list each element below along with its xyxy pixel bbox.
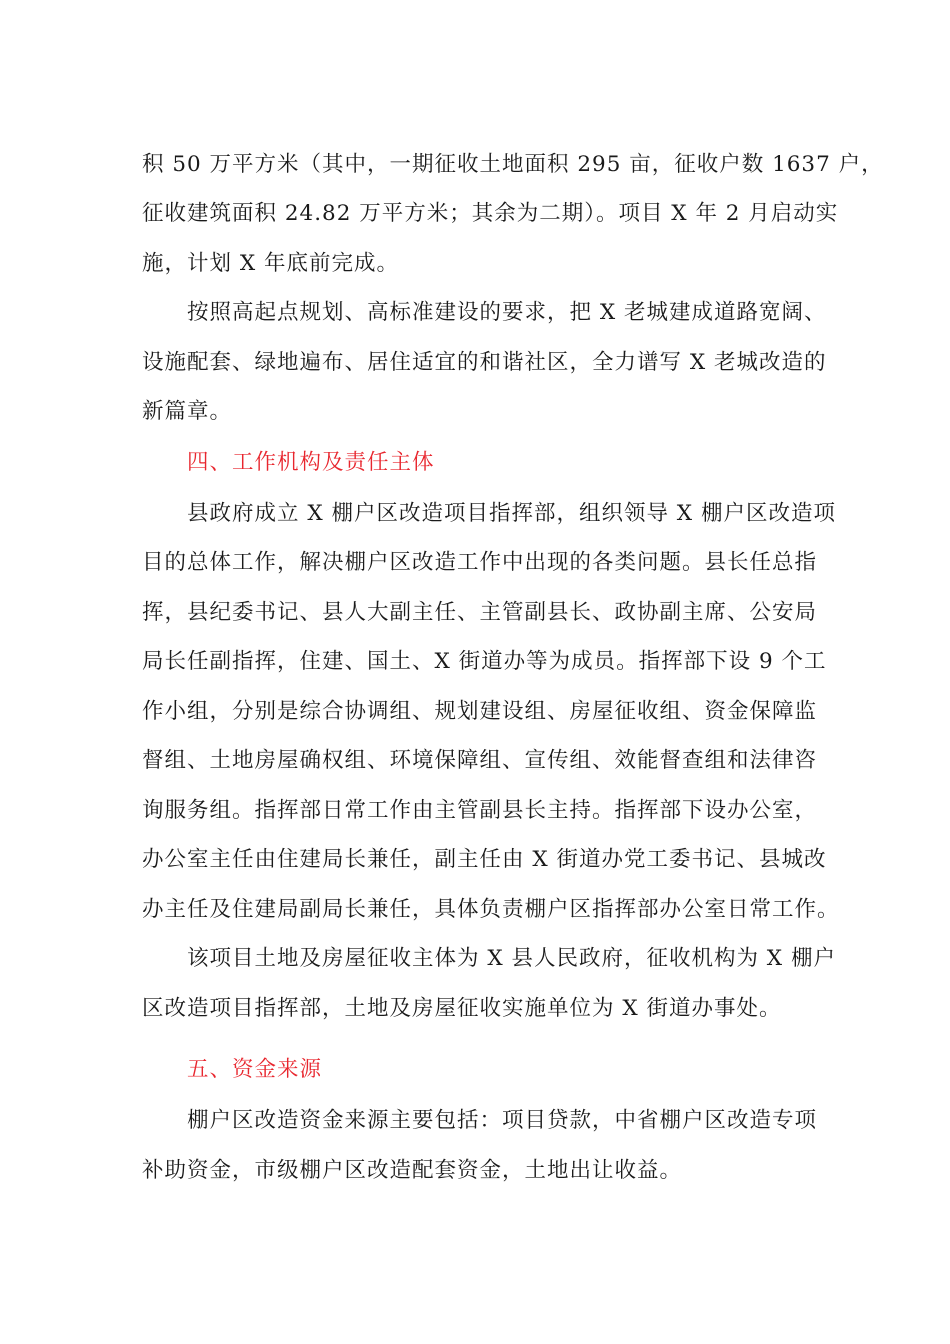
- body-text-line: 作小组，分别是综合协调组、规划建设组、房屋征收组、资金保障监: [142, 699, 818, 724]
- body-text-line: 局长任副指挥，住建、国土、X 街道办等为成员。指挥部下设 9 个工: [142, 649, 827, 674]
- body-text-line: 该项目土地及房屋征收主体为 X 县人民政府，征收机构为 X 棚户: [187, 946, 836, 971]
- section-heading: 四、工作机构及责任主体: [187, 450, 435, 475]
- body-text-line: 设施配套、绿地遍布、居住适宜的和谐社区，全力谱写 X 老城改造的: [142, 350, 827, 375]
- body-text-line: 询服务组。指挥部日常工作由主管副县长主持。指挥部下设办公室，: [142, 798, 818, 823]
- body-text-line: 区改造项目指挥部，土地及房屋征收实施单位为 X 街道办事处。: [142, 996, 782, 1021]
- body-text-line: 督组、土地房屋确权组、环境保障组、宣传组、效能督查组和法律咨: [142, 748, 818, 773]
- body-text-line: 棚户区改造资金来源主要包括：项目贷款，中省棚户区改造专项: [187, 1108, 818, 1133]
- body-text-line: 补助资金，市级棚户区改造配套资金，土地出让收益。: [142, 1158, 683, 1183]
- body-text-line: 挥，县纪委书记、县人大副主任、主管副县长、政协副主席、公安局: [142, 600, 818, 625]
- body-text-line: 新篇章。: [142, 399, 233, 424]
- body-text-line: 按照高起点规划、高标准建设的要求，把 X 老城建成道路宽阔、: [187, 300, 827, 325]
- section-heading: 五、资金来源: [187, 1057, 323, 1082]
- body-text-line: 办公室主任由住建局长兼任，副主任由 X 街道办党工委书记、县城改: [142, 847, 827, 872]
- body-text-line: 征收建筑面积 24.82 万平方米；其余为二期）。项目 X 年 2 月启动实: [142, 201, 839, 226]
- body-text-line: 办主任及住建局副局长兼任，具体负责棚户区指挥部办公室日常工作。: [142, 897, 840, 922]
- body-text-line: 目的总体工作，解决棚户区改造工作中出现的各类问题。县长任总指: [142, 550, 818, 575]
- body-text-line: 积 50 万平方米（其中，一期征收土地面积 295 亩，征收户数 1637 户，: [142, 152, 884, 177]
- body-text-line: 县政府成立 X 棚户区改造项目指挥部，组织领导 X 棚户区改造项: [187, 501, 836, 526]
- body-text-line: 施，计划 X 年底前完成。: [142, 251, 399, 276]
